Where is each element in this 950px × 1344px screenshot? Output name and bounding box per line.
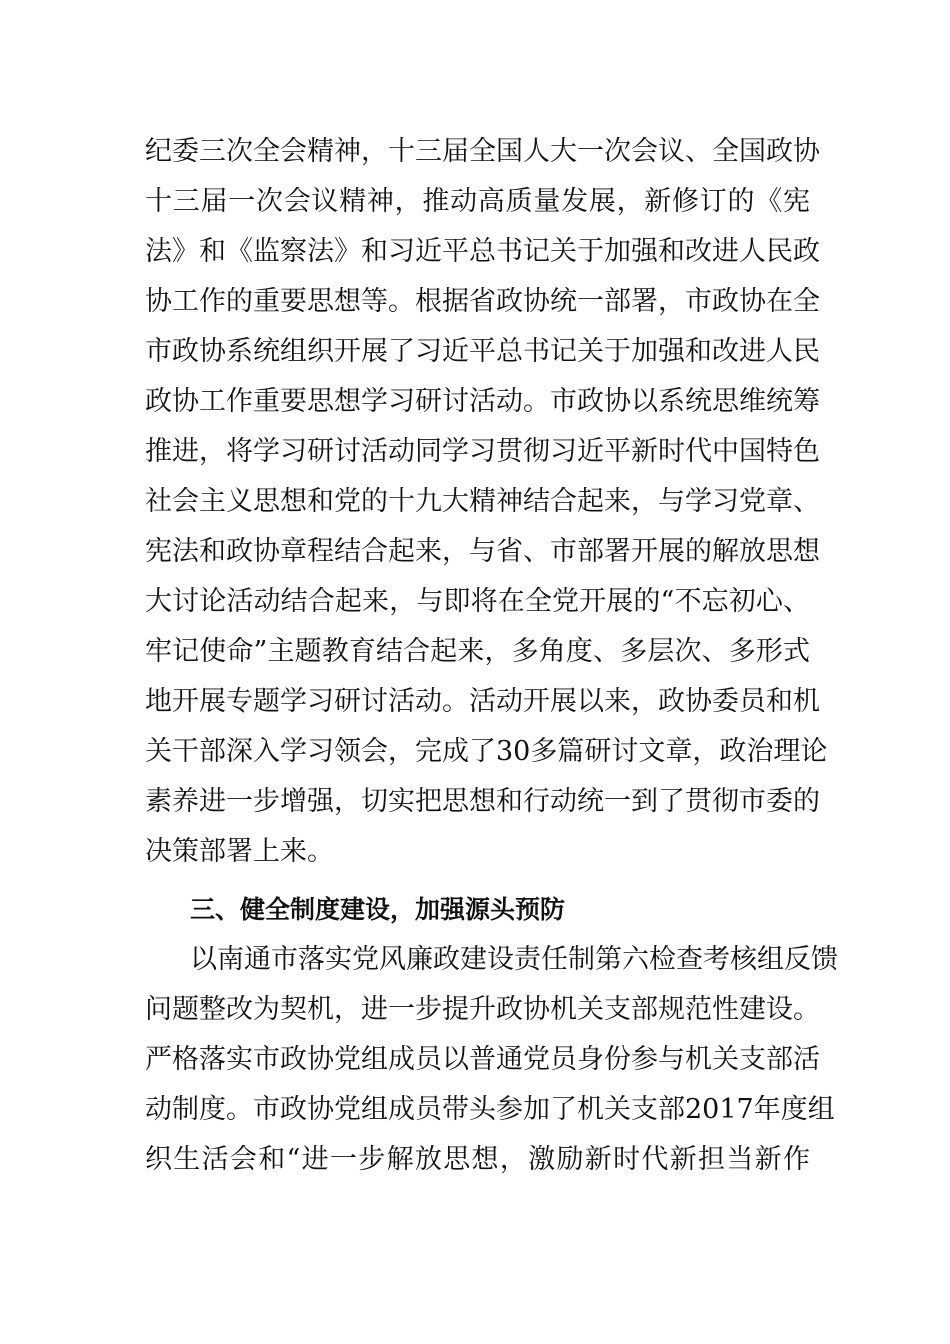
- text-line: 宪法和政协章程结合起来，与省、市部署开展的解放思想: [145, 536, 820, 567]
- text-line: 法》和《监察法》和习近平总书记关于加强和改进人民政: [145, 236, 820, 267]
- text-line: 牢记使命”主题教育结合起来，多角度、多层次、多形式: [145, 636, 810, 667]
- text-line: 地开展专题学习研讨活动。活动开展以来，政协委员和机: [145, 686, 820, 717]
- text-line: 市政协系统组织开展了习近平总书记关于加强和改进人民: [145, 336, 820, 367]
- text-line: 动制度。市政协党组成员带头参加了机关支部2017年度组: [145, 1094, 835, 1125]
- text-line: 以南通市落实党风廉政建设责任制第六检查考核组反馈: [190, 944, 838, 975]
- text-line: 织生活会和“进一步解放思想，激励新时代新担当新作: [145, 1144, 810, 1175]
- text-line: 决策部署上来。: [145, 836, 334, 867]
- text-line: 纪委三次全会精神，十三届全国人大一次会议、全国政协: [145, 136, 820, 167]
- text-line: 严格落实市政协党组成员以普通党员身份参与机关支部活: [145, 1044, 820, 1075]
- section-heading: 三、健全制度建设，加强源头预防: [190, 895, 566, 924]
- text-line: 素养进一步增强，切实把思想和行动统一到了贯彻市委的: [145, 786, 820, 817]
- text-line: 大讨论活动结合起来，与即将在全党开展的“不忘初心、: [145, 586, 810, 617]
- text-line: 协工作的重要思想等。根据省政协统一部署，市政协在全: [145, 286, 820, 317]
- text-line: 问题整改为契机，进一步提升政协机关支部规范性建设。: [145, 994, 820, 1025]
- text-line: 政协工作重要思想学习研讨活动。市政协以系统思维统筹: [145, 386, 820, 417]
- text-line: 十三届一次会议精神，推动高质量发展，新修订的《宪: [145, 186, 810, 217]
- text-line: 社会主义思想和党的十九大精神结合起来，与学习党章、: [145, 486, 820, 517]
- text-line: 推进，将学习研讨活动同学习贯彻习近平新时代中国特色: [145, 436, 820, 467]
- text-line: 关干部深入学习领会，完成了30多篇研讨文章，政治理论: [145, 736, 828, 767]
